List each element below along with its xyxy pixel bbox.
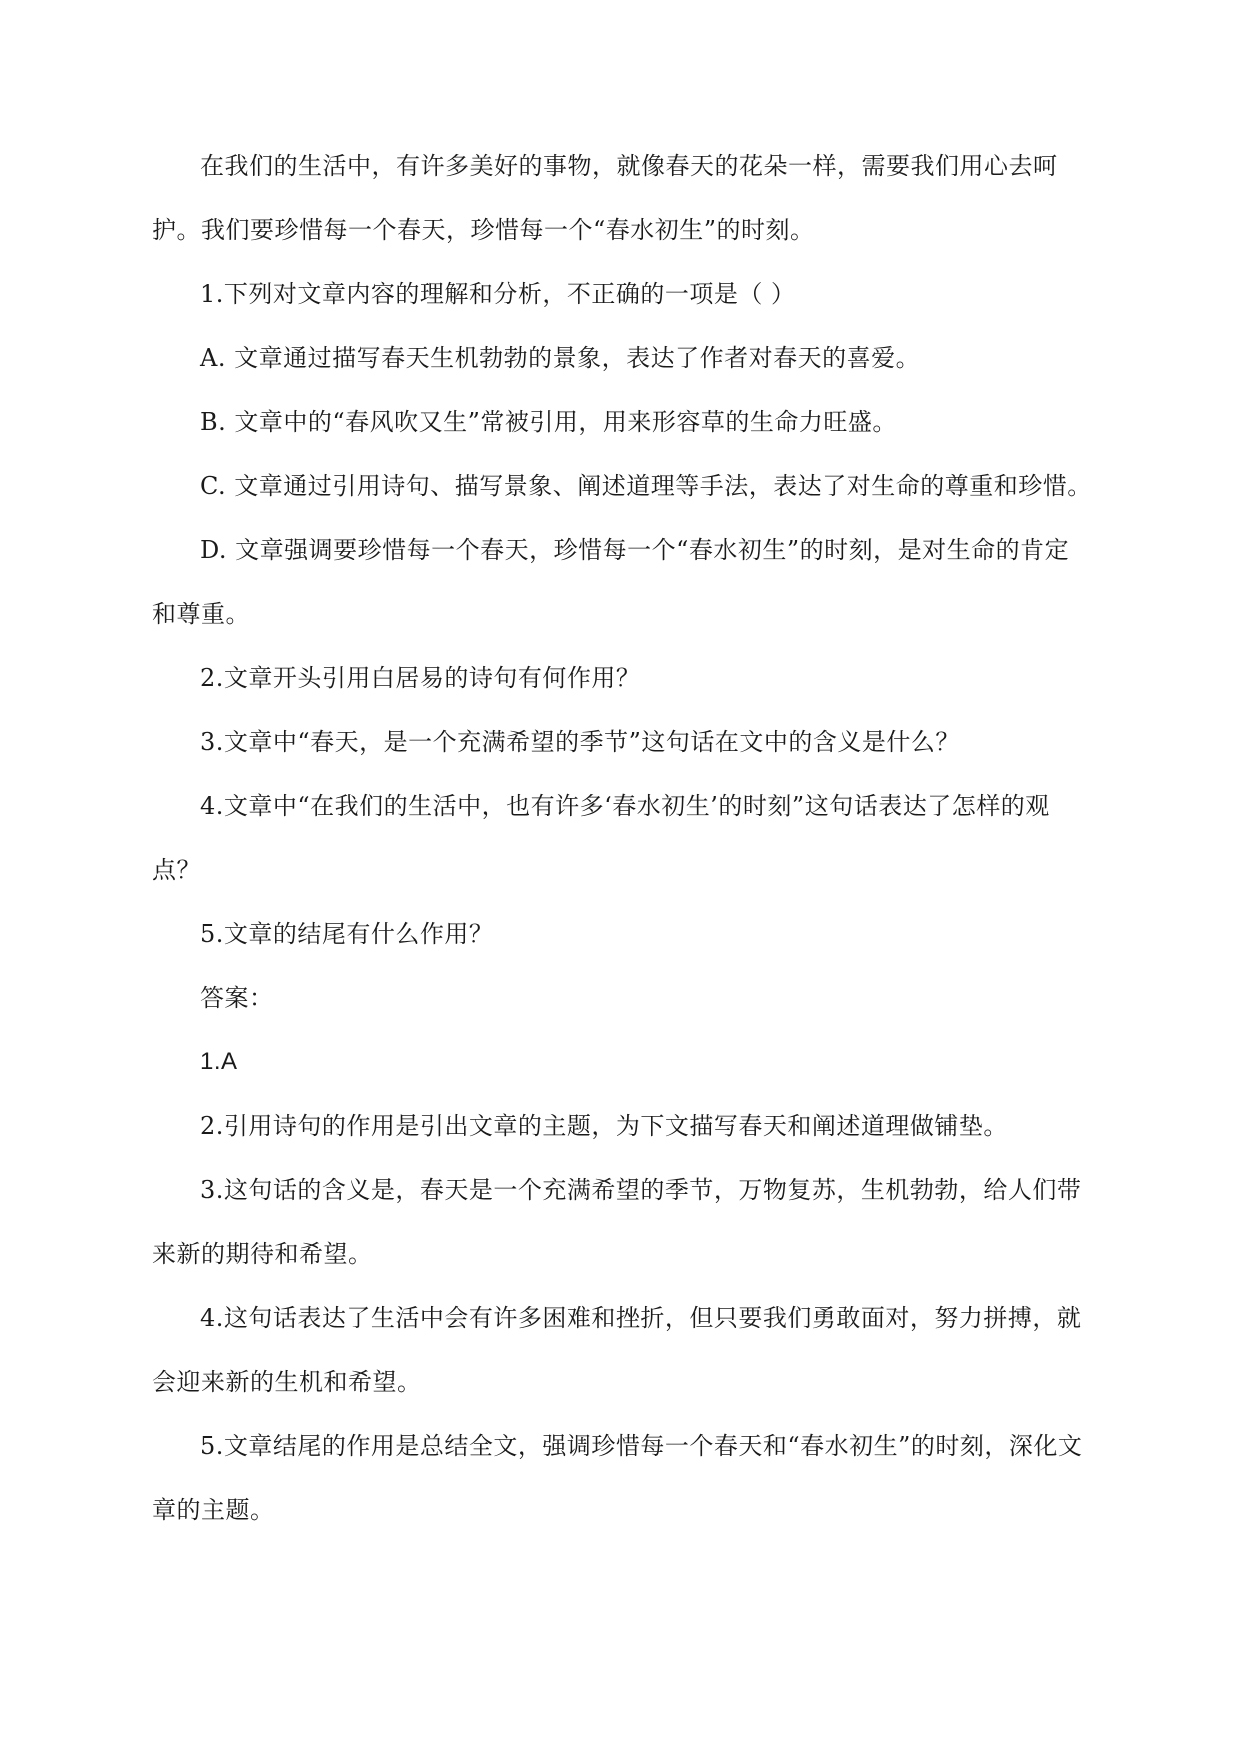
answer-3: 3.这句话的含义是，春天是一个充满希望的季节，万物复苏，生机勃勃，给人们带来新的期待和希望。: [152, 1176, 1082, 1268]
answer-heading: 答案：: [200, 984, 274, 1012]
question-1: 1.下列对文章内容的理解和分析，不正确的一项是（ ）: [200, 280, 796, 308]
answer-2: 2.引用诗句的作用是引出文章的主题，为下文描写春天和阐述道理做铺垫。: [200, 1112, 1008, 1140]
option-a: A. 文章通过描写春天生机勃勃的景象，表达了作者对春天的喜爱。: [200, 344, 921, 372]
answer-1: 1.A: [200, 1048, 238, 1075]
answer-4: 4.这句话表达了生活中会有许多困难和挫折，但只要我们勇敢面对，努力拼搏，就会迎来新的生机和希望。: [152, 1304, 1082, 1396]
question-5: 5.文章的结尾有什么作用？: [200, 920, 494, 948]
intro-paragraph: 在我们的生活中，有许多美好的事物，就像春天的花朵一样，需要我们用心去呵护。我们要珍惜每一个春天，珍惜每一个“春水初生”的时刻。: [152, 152, 1058, 244]
option-d: D. 文章强调要珍惜每一个春天，珍惜每一个“春水初生”的时刻，是对生命的肯定和尊重。: [152, 536, 1070, 628]
document-page: [152, 134, 1092, 1542]
question-2: 2.文章开头引用白居易的诗句有何作用？: [200, 664, 641, 692]
question-3: 3.文章中“春天，是一个充满希望的季节”这句话在文中的含义是什么？: [200, 728, 960, 756]
option-b: B. 文章中的“春风吹又生”常被引用，用来形容草的生命力旺盛。: [200, 408, 897, 436]
option-c: C. 文章通过引用诗句、描写景象、阐述道理等手法，表达了对生命的尊重和珍惜。: [200, 472, 1092, 500]
question-4: 4.文章中“在我们的生活中，也有许多‘春水初生’的时刻”这句话表达了怎样的观点？: [152, 792, 1050, 884]
answer-5: 5.文章结尾的作用是总结全文，强调珍惜每一个春天和“春水初生”的时刻，深化文章的主题。: [152, 1432, 1083, 1524]
